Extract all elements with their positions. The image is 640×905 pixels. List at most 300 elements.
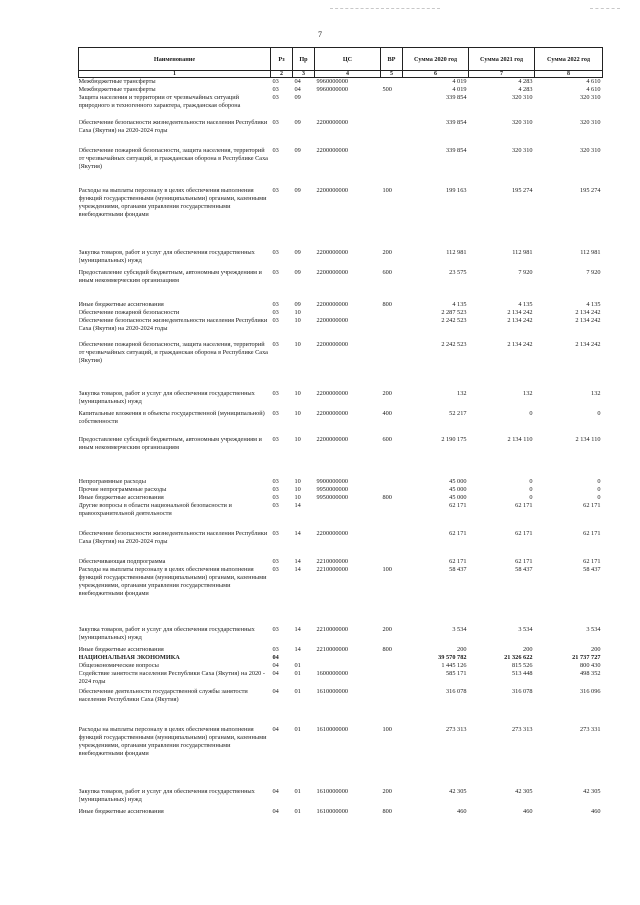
header-rz: Рз: [271, 48, 293, 71]
row-rz: 03: [272, 646, 279, 653]
column-number: 7: [469, 71, 535, 78]
row-cs: 1610000000: [316, 688, 348, 695]
row-name: Обеспечение пожарной безопасности: [78, 309, 180, 316]
row-vr: 200: [382, 390, 392, 397]
row-sum-2022: 21 737 727: [572, 654, 601, 661]
row-sum-2021: 2 134 110: [507, 436, 533, 443]
row-rz: 03: [272, 626, 279, 633]
row-sum-2020: 2 242 523: [441, 341, 467, 348]
row-name: Содействие занятости населения Республики Саха (Якутия) на 2020 - 2024 годы: [78, 670, 265, 685]
row-sum-2021: 62 171: [515, 558, 533, 565]
row-rz: 03: [272, 436, 279, 443]
budget-table: [78, 47, 603, 816]
row-cs: 2200000000: [316, 410, 348, 417]
row-pr: 01: [294, 808, 301, 815]
row-vr: [381, 502, 403, 530]
row-cs: [315, 662, 381, 670]
row-sum-2021: 2 134 242: [507, 309, 533, 316]
row-rz: 04: [272, 670, 279, 677]
row-sum-2022: 3 534: [586, 626, 601, 633]
row-cs: 2200000000: [316, 187, 348, 194]
row-rz: 03: [272, 558, 279, 565]
table-row: [79, 269, 603, 301]
row-name: Обеспечение безопасности жизнедеятельности населения Республики Саха (Якутия) на 2020-2024 годы: [78, 530, 268, 545]
row-vr: 800: [382, 301, 392, 308]
row-vr: [381, 486, 403, 494]
row-pr: 09: [294, 249, 301, 256]
row-vr: [381, 147, 403, 187]
row-cs: 2200000000: [316, 436, 348, 443]
row-name: Предоставление субсидий бюджетным, автономным учреждениям и иным некоммерческим организациям: [78, 269, 262, 284]
row-sum-2021: 320 310: [512, 147, 533, 154]
row-sum-2020: 199 163: [446, 187, 467, 194]
row-rz: 03: [272, 147, 279, 154]
row-sum-2020: 339 854: [446, 94, 467, 101]
row-sum-2020: 2 190 175: [441, 436, 467, 443]
row-name: Иные бюджетные ассигнования: [78, 808, 164, 815]
row-cs: 1610000000: [316, 726, 348, 733]
table-row: [79, 808, 603, 816]
row-vr: 600: [382, 269, 392, 276]
row-sum-2020: 4 019: [452, 78, 467, 85]
column-number: 2: [271, 71, 293, 78]
row-rz: 03: [272, 317, 279, 324]
row-sum-2022: 320 310: [580, 119, 601, 126]
table-row: [79, 478, 603, 486]
row-sum-2022: 2 134 242: [575, 341, 601, 348]
row-name: Общеэкономические вопросы: [78, 662, 159, 669]
row-sum-2020: 585 171: [446, 670, 467, 677]
row-cs: 2200000000: [316, 341, 348, 348]
row-sum-2021: 4 283: [518, 86, 533, 93]
row-sum-2022: 320 310: [580, 147, 601, 154]
table-row: [79, 646, 603, 654]
row-sum-2022: 316 096: [580, 688, 601, 695]
row-name: Закупка товаров, работ и услуг для обеспечения государственных (муниципальных) нужд: [78, 788, 255, 803]
row-name: Иные бюджетные ассигнования: [78, 301, 164, 308]
row-pr: 10: [294, 486, 301, 493]
row-name: Межбюджетные трансферты: [78, 78, 156, 85]
column-number: 3: [293, 71, 315, 78]
row-pr: 10: [294, 309, 301, 316]
row-rz: 03: [272, 269, 279, 276]
row-sum-2021: 3 534: [518, 626, 533, 633]
row-pr: 09: [294, 301, 301, 308]
row-sum-2020: 4 135: [452, 301, 467, 308]
row-vr: [381, 662, 403, 670]
row-sum-2020: 3 534: [452, 626, 467, 633]
row-rz: 04: [272, 726, 279, 733]
row-pr: 10: [294, 317, 301, 324]
row-vr: 800: [382, 646, 392, 653]
row-name: Закупка товаров, работ и услуг для обеспечения государственных (муниципальных) нужд: [78, 390, 255, 405]
row-vr: [381, 341, 403, 390]
table-row: [79, 119, 603, 147]
row-sum-2021: 316 078: [512, 688, 533, 695]
table-row: [79, 436, 603, 478]
page-number: 7: [318, 30, 322, 39]
row-cs: 2210000000: [316, 646, 348, 653]
row-sum-2021: 460: [523, 808, 533, 815]
row-pr: 14: [294, 502, 301, 509]
row-sum-2020: 2 287 523: [441, 309, 467, 316]
table-row: [79, 410, 603, 436]
table-row: [79, 390, 603, 410]
row-pr: 10: [294, 410, 301, 417]
table-row: [79, 341, 603, 390]
row-sum-2022: 2 134 242: [575, 317, 601, 324]
row-sum-2022: 2 134 242: [575, 309, 601, 316]
row-cs: 2200000000: [316, 317, 348, 324]
scan-artifact-line: [590, 8, 620, 9]
row-sum-2021: 4 135: [518, 301, 533, 308]
row-vr: [381, 478, 403, 486]
row-rz: 03: [272, 410, 279, 417]
row-sum-2021: 0: [529, 410, 533, 417]
row-sum-2022: 2 134 110: [575, 436, 601, 443]
row-sum-2021: 21 326 622: [504, 654, 533, 661]
row-pr: 04: [294, 86, 301, 93]
row-cs: 9950000000: [316, 494, 348, 501]
row-sum-2022: 200: [591, 646, 601, 653]
row-sum-2020: 339 854: [446, 147, 467, 154]
row-sum-2021: 320 310: [512, 94, 533, 101]
row-name: Непрограммные расходы: [78, 478, 146, 485]
row-rz: 03: [272, 486, 279, 493]
row-vr: 100: [382, 566, 392, 573]
row-sum-2021: 0: [529, 478, 533, 485]
row-cs: 2200000000: [316, 390, 348, 397]
row-sum-2021: 815 526: [512, 662, 533, 669]
table-row: [79, 654, 603, 662]
row-rz: 03: [272, 309, 279, 316]
row-vr: 400: [382, 410, 392, 417]
row-sum-2022: 4 610: [586, 86, 601, 93]
column-number: 8: [535, 71, 603, 78]
row-sum-2021: 132: [523, 390, 533, 397]
row-sum-2020: 62 171: [449, 558, 467, 565]
row-vr: [381, 670, 403, 688]
row-sum-2022: 273 331: [580, 726, 601, 733]
row-sum-2020: 200: [457, 646, 467, 653]
table-row: [79, 78, 603, 87]
row-pr: 10: [294, 341, 301, 348]
row-vr: [381, 94, 403, 119]
column-number: 6: [403, 71, 469, 78]
row-sum-2020: 52 217: [449, 410, 467, 417]
row-vr: 500: [382, 86, 392, 93]
row-rz: 03: [272, 86, 279, 93]
row-pr: 14: [294, 646, 301, 653]
row-name: Межбюджетные трансферты: [78, 86, 156, 93]
row-pr: 10: [294, 436, 301, 443]
row-pr: [293, 654, 315, 662]
row-vr: 200: [382, 249, 392, 256]
row-name: Обеспечение пожарной безопасности, защита населения, территорий от чрезвычайных ситуаций, и гражданская оборона в Республике Саха (Якутия): [78, 147, 268, 170]
row-sum-2020: 460: [457, 808, 467, 815]
table-row: [79, 147, 603, 187]
row-sum-2020: 45 000: [449, 494, 467, 501]
row-vr: 800: [382, 808, 392, 815]
row-sum-2022: 4 610: [586, 78, 601, 85]
row-sum-2021: 42 305: [515, 788, 533, 795]
row-sum-2022: 460: [591, 808, 601, 815]
row-vr: 600: [382, 436, 392, 443]
row-pr: 01: [294, 788, 301, 795]
row-sum-2021: 195 274: [512, 187, 533, 194]
table-row: [79, 688, 603, 726]
row-rz: 03: [272, 494, 279, 501]
table-body: [79, 78, 603, 817]
row-sum-2020: 42 305: [449, 788, 467, 795]
row-rz: 04: [272, 662, 279, 669]
row-name: Иные бюджетные ассигнования: [78, 494, 164, 501]
row-cs: 2210000000: [316, 626, 348, 633]
row-pr: 14: [294, 626, 301, 633]
row-name: Обеспечение безопасности жизнедеятельности населения Республики Саха (Якутия) на 2020-2024 годы: [78, 119, 268, 134]
row-sum-2022: 0: [597, 410, 601, 417]
table-row: [79, 502, 603, 530]
row-cs: [315, 94, 381, 119]
column-number: 5: [381, 71, 403, 78]
row-sum-2020: 273 313: [446, 726, 467, 733]
row-sum-2021: 62 171: [515, 502, 533, 509]
row-sum-2022: 42 305: [583, 788, 601, 795]
row-pr: 09: [294, 94, 301, 101]
row-pr: 01: [294, 688, 301, 695]
row-rz: 03: [272, 478, 279, 485]
row-sum-2020: 23 575: [449, 269, 467, 276]
row-pr: 14: [294, 566, 301, 573]
row-vr: [381, 78, 403, 87]
row-name: Расходы на выплаты персоналу в целях обеспечения выполнения функций государственными (муниципальными) органами, казенными учреждениями, органами управления государственными внебюджетными фондами: [78, 187, 267, 218]
row-sum-2021: 200: [523, 646, 533, 653]
row-rz: 04: [272, 688, 279, 695]
row-sum-2022: 7 920: [586, 269, 601, 276]
row-cs: 9960000000: [316, 86, 348, 93]
row-rz: 03: [272, 187, 279, 194]
row-name: Другие вопросы в области национальной безопасности и правоохранительной деятельности: [78, 502, 232, 517]
table-column-number-row: [79, 71, 603, 78]
row-sum-2022: 0: [597, 486, 601, 493]
row-cs: 2210000000: [316, 558, 348, 565]
row-rz: 03: [272, 341, 279, 348]
row-cs: 9960000000: [316, 78, 348, 85]
row-rz: 03: [272, 78, 279, 85]
row-sum-2021: 0: [529, 494, 533, 501]
row-sum-2020: 2 242 523: [441, 317, 467, 324]
row-sum-2020: 1 445 126: [441, 662, 467, 669]
table-row: [79, 249, 603, 269]
row-name: Обеспечение пожарной безопасности, защита населения, территорий от чрезвычайных ситуаций, и гражданская оборона в Республике Саха (Якутия): [78, 341, 268, 364]
row-vr: [381, 119, 403, 147]
row-pr: 14: [294, 530, 301, 537]
row-sum-2021: 0: [529, 486, 533, 493]
column-number: 1: [79, 71, 271, 78]
table-row: [79, 662, 603, 670]
row-pr: 01: [294, 662, 301, 669]
row-name: Расходы на выплаты персоналу в целях обеспечения выполнения функций государственными (муниципальными) органами, казенными учреждениями, органами управления государственными внебюджетными фондами: [78, 726, 267, 757]
row-pr: 01: [294, 726, 301, 733]
row-sum-2022: 62 171: [583, 502, 601, 509]
table-header-row: [79, 48, 603, 71]
row-pr: 10: [294, 494, 301, 501]
row-sum-2021: 112 981: [512, 249, 533, 256]
row-sum-2020: 62 171: [449, 530, 467, 537]
row-name: Защита населения и территории от чрезвычайных ситуаций природного и техногенного характера, гражданская оборона: [78, 94, 241, 109]
row-rz: 03: [272, 301, 279, 308]
row-sum-2022: 800 430: [580, 662, 601, 669]
row-pr: 14: [294, 558, 301, 565]
table-row: [79, 301, 603, 309]
row-pr: 01: [294, 670, 301, 677]
row-sum-2021: 2 134 242: [507, 341, 533, 348]
row-vr: 200: [382, 626, 392, 633]
row-sum-2021: 4 283: [518, 78, 533, 85]
row-sum-2021: 58 437: [515, 566, 533, 573]
row-sum-2022: 0: [597, 478, 601, 485]
row-sum-2020: 39 570 782: [438, 654, 467, 661]
row-sum-2020: 62 171: [449, 502, 467, 509]
row-sum-2022: 132: [591, 390, 601, 397]
row-sum-2020: 45 000: [449, 478, 467, 485]
header-sum-2021: Сумма 2021 год: [469, 48, 535, 71]
row-sum-2022: 195 274: [580, 187, 601, 194]
row-name: Прочие непрограммные расходы: [78, 486, 167, 493]
header-vr: ВР: [381, 48, 403, 71]
row-name: НАЦИОНАЛЬНАЯ ЭКОНОМИКА: [78, 654, 180, 661]
row-cs: 2200000000: [316, 269, 348, 276]
row-name: Закупка товаров, работ и услуг для обеспечения государственных (муниципальных) нужд: [78, 249, 255, 264]
table-row: [79, 86, 603, 94]
row-sum-2021: 513 448: [512, 670, 533, 677]
row-sum-2022: 112 981: [580, 249, 601, 256]
column-number: 4: [315, 71, 381, 78]
row-name: Обеспечение деятельности государственной службы занятости населения Республики Саха (Якутия): [78, 688, 248, 703]
header-pr: Пр: [293, 48, 315, 71]
row-rz: 03: [272, 249, 279, 256]
row-vr: [381, 654, 403, 662]
row-sum-2020: 45 000: [449, 486, 467, 493]
table-row: [79, 486, 603, 494]
row-pr: 09: [294, 269, 301, 276]
row-sum-2022: 498 352: [580, 670, 601, 677]
row-sum-2020: 132: [457, 390, 467, 397]
table-row: [79, 788, 603, 808]
row-sum-2021: 320 310: [512, 119, 533, 126]
row-cs: [315, 309, 381, 317]
row-cs: 2210000000: [316, 566, 348, 573]
row-sum-2022: 0: [597, 494, 601, 501]
row-cs: 2200000000: [316, 119, 348, 126]
row-name: Обеспечение безопасности жизнедеятельности населения Республики Саха (Якутия) на 2020-2024 годы: [78, 317, 268, 332]
row-pr: 10: [294, 390, 301, 397]
header-sum-2022: Сумма 2022 год: [535, 48, 603, 71]
row-rz: 03: [272, 530, 279, 537]
row-sum-2020: 112 981: [446, 249, 467, 256]
row-name: Капитальные вложения в объекты государственной (муниципальной) собственности: [78, 410, 265, 425]
row-vr: 800: [382, 494, 392, 501]
table-row: [79, 726, 603, 788]
row-cs: 9900000000: [316, 478, 348, 485]
header-cs: ЦС: [315, 48, 381, 71]
row-vr: [381, 317, 403, 341]
table-row: [79, 670, 603, 688]
table-row: [79, 94, 603, 119]
row-sum-2020: 58 437: [449, 566, 467, 573]
row-vr: 200: [382, 788, 392, 795]
row-rz: 03: [272, 94, 279, 101]
row-sum-2020: 4 019: [452, 86, 467, 93]
row-vr: [381, 530, 403, 558]
row-cs: 2200000000: [316, 301, 348, 308]
row-vr: 100: [382, 187, 392, 194]
row-vr: [381, 558, 403, 566]
row-vr: 100: [382, 726, 392, 733]
row-vr: [381, 688, 403, 726]
row-rz: 04: [272, 788, 279, 795]
row-sum-2022: 62 171: [583, 530, 601, 537]
row-rz: 03: [272, 119, 279, 126]
row-sum-2020: 339 854: [446, 119, 467, 126]
row-pr: 09: [294, 119, 301, 126]
row-vr: [381, 309, 403, 317]
header-name: Наименование: [79, 48, 271, 71]
row-rz: 03: [272, 390, 279, 397]
table-row: [79, 317, 603, 341]
row-cs: [315, 654, 381, 662]
row-name: Иные бюджетные ассигнования: [78, 646, 164, 653]
row-sum-2022: 320 310: [580, 94, 601, 101]
row-rz: 04: [272, 654, 279, 661]
row-rz: 04: [272, 808, 279, 815]
table-row: [79, 494, 603, 502]
row-rz: 03: [272, 566, 279, 573]
row-sum-2021: 62 171: [515, 530, 533, 537]
row-pr: 10: [294, 478, 301, 485]
table-row: [79, 566, 603, 626]
table-row: [79, 309, 603, 317]
table-row: [79, 626, 603, 646]
row-sum-2020: 316 078: [446, 688, 467, 695]
row-rz: 03: [272, 502, 279, 509]
row-name: Предоставление субсидий бюджетным, автономным учреждениям и иным некоммерческим организациям: [78, 436, 262, 451]
row-sum-2021: 273 313: [512, 726, 533, 733]
row-name: Закупка товаров, работ и услуг для обеспечения государственных (муниципальных) нужд: [78, 626, 255, 641]
row-cs: [315, 502, 381, 530]
row-pr: 09: [294, 147, 301, 154]
table-row: [79, 530, 603, 558]
row-cs: 1600000000: [316, 670, 348, 677]
row-cs: 1610000000: [316, 808, 348, 815]
row-cs: 2200000000: [316, 530, 348, 537]
row-sum-2022: 62 171: [583, 558, 601, 565]
row-cs: 9950000000: [316, 486, 348, 493]
row-name: Обеспечивающая подпрограмма: [78, 558, 166, 565]
row-sum-2022: 4 135: [586, 301, 601, 308]
row-pr: 09: [294, 187, 301, 194]
row-sum-2022: 58 437: [583, 566, 601, 573]
row-sum-2021: 2 134 242: [507, 317, 533, 324]
row-pr: 04: [294, 78, 301, 85]
row-cs: 2200000000: [316, 249, 348, 256]
table-row: [79, 187, 603, 249]
row-sum-2021: 7 920: [518, 269, 533, 276]
row-cs: 2200000000: [316, 147, 348, 154]
row-cs: 1610000000: [316, 788, 348, 795]
scan-artifact-line: [330, 8, 440, 9]
table-row: [79, 558, 603, 566]
